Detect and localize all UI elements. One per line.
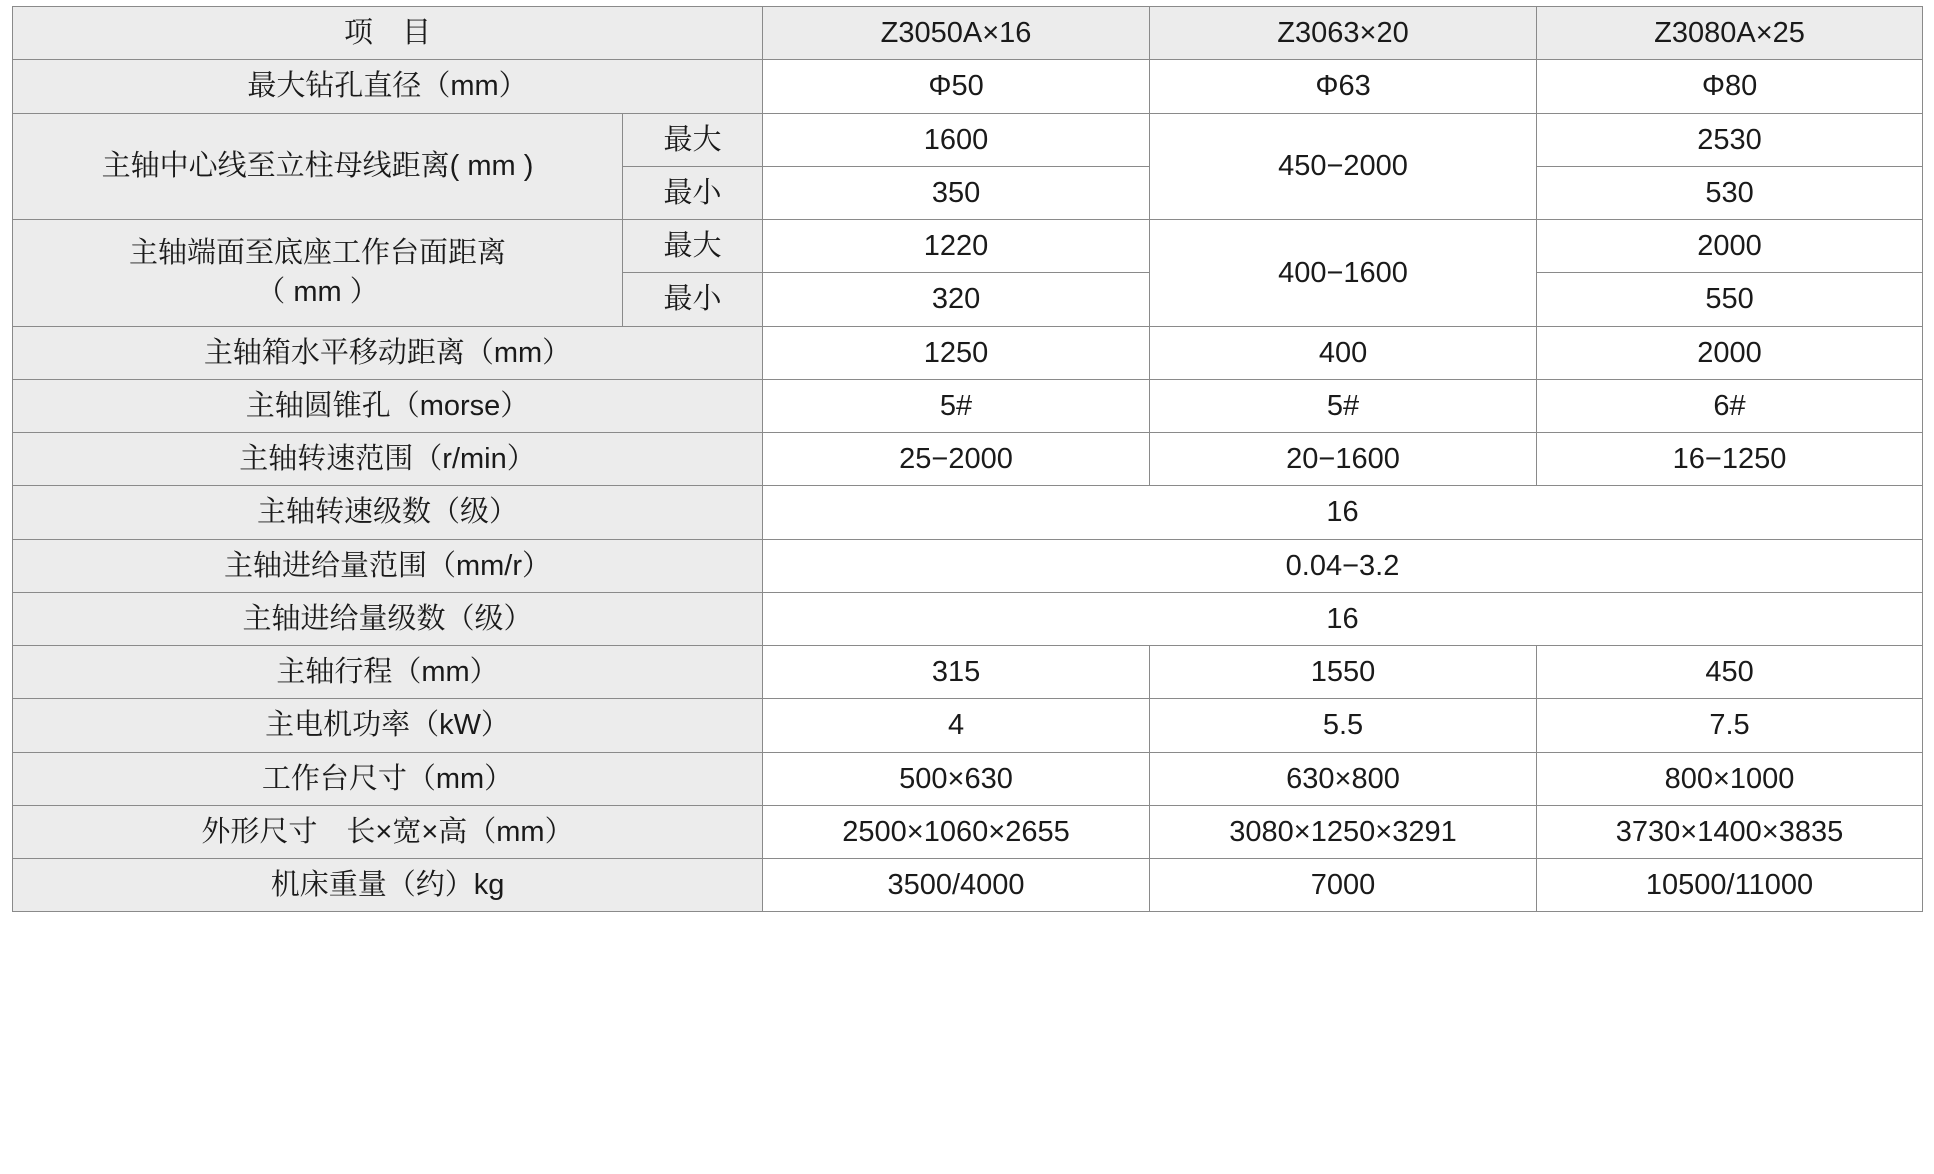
row-value: 1550 xyxy=(1150,646,1537,699)
row-value: 800×1000 xyxy=(1537,752,1923,805)
table-row xyxy=(13,113,1923,166)
table-row xyxy=(13,752,1923,805)
table-row xyxy=(13,220,1923,273)
row-value: 20−1600 xyxy=(1150,433,1537,486)
row-value: 5# xyxy=(1150,379,1537,432)
row-value: 550 xyxy=(1537,273,1923,326)
row-value: 500×630 xyxy=(763,752,1150,805)
row-value: 5# xyxy=(763,379,1150,432)
row-value: 7000 xyxy=(1150,859,1537,912)
row-value: Φ80 xyxy=(1537,60,1923,113)
table-row xyxy=(13,433,1923,486)
header-cell-model-2: Z3063×20 xyxy=(1150,7,1537,60)
row-label: 外形尺寸 长×宽×高（mm） xyxy=(13,805,763,858)
row-sublabel-max: 最大 xyxy=(623,113,763,166)
row-value: 10500/11000 xyxy=(1537,859,1923,912)
row-value-merged: 16 xyxy=(763,486,1923,539)
row-value: 2000 xyxy=(1537,326,1923,379)
row-value: 1600 xyxy=(763,113,1150,166)
row-value: 2500×1060×2655 xyxy=(763,805,1150,858)
row-value: 4 xyxy=(763,699,1150,752)
row-label: 主轴箱水平移动距离（mm） xyxy=(13,326,763,379)
row-value: Φ50 xyxy=(763,60,1150,113)
row-value: 350 xyxy=(763,166,1150,219)
row-value-merged: 0.04−3.2 xyxy=(763,539,1923,592)
row-value: 25−2000 xyxy=(763,433,1150,486)
row-label: 主轴转速范围（r/min） xyxy=(13,433,763,486)
row-value: 3080×1250×3291 xyxy=(1150,805,1537,858)
row-value-merged: 16 xyxy=(763,592,1923,645)
table-row xyxy=(13,326,1923,379)
table-header-row xyxy=(13,7,1923,60)
row-label: 最大钻孔直径（mm） xyxy=(13,60,763,113)
row-value: 6# xyxy=(1537,379,1923,432)
table-row xyxy=(13,699,1923,752)
header-cell-model-3: Z3080A×25 xyxy=(1537,7,1923,60)
row-label: 主电机功率（kW） xyxy=(13,699,763,752)
row-value: 1220 xyxy=(763,220,1150,273)
row-value-merged: 400−1600 xyxy=(1150,220,1537,327)
row-value: 320 xyxy=(763,273,1150,326)
row-value: 530 xyxy=(1537,166,1923,219)
row-value: 450 xyxy=(1537,646,1923,699)
row-value: 1250 xyxy=(763,326,1150,379)
table-row xyxy=(13,379,1923,432)
row-label: 主轴行程（mm） xyxy=(13,646,763,699)
row-value: 5.5 xyxy=(1150,699,1537,752)
row-label: 主轴转速级数（级） xyxy=(13,486,763,539)
row-label: 主轴中心线至立柱母线距离( mm ) xyxy=(13,113,623,220)
row-value: 3730×1400×3835 xyxy=(1537,805,1923,858)
row-label-line-2: （ mm ） xyxy=(256,275,379,308)
table-row xyxy=(13,805,1923,858)
row-label: 机床重量（约）kg xyxy=(13,859,763,912)
row-sublabel-min: 最小 xyxy=(623,166,763,219)
row-value: 2000 xyxy=(1537,220,1923,273)
table-row xyxy=(13,539,1923,592)
table-row xyxy=(13,486,1923,539)
header-cell-item: 项 目 xyxy=(13,7,763,60)
row-label: 工作台尺寸（mm） xyxy=(13,752,763,805)
row-value: Φ63 xyxy=(1150,60,1537,113)
row-label-line-1: 主轴端面至底座工作台面距离 xyxy=(128,236,506,269)
row-value: 7.5 xyxy=(1537,699,1923,752)
table-row xyxy=(13,60,1923,113)
row-value-merged: 450−2000 xyxy=(1150,113,1537,220)
table-row xyxy=(13,646,1923,699)
table-row xyxy=(13,592,1923,645)
row-label: 主轴进给量级数（级） xyxy=(13,592,763,645)
row-value: 16−1250 xyxy=(1537,433,1923,486)
row-value: 315 xyxy=(763,646,1150,699)
row-value: 630×800 xyxy=(1150,752,1537,805)
row-label xyxy=(13,220,623,327)
row-label: 主轴进给量范围（mm/r） xyxy=(13,539,763,592)
row-sublabel-max: 最大 xyxy=(623,220,763,273)
row-label: 主轴圆锥孔（morse） xyxy=(13,379,763,432)
row-value: 400 xyxy=(1150,326,1537,379)
table-row xyxy=(13,859,1923,912)
specification-table xyxy=(12,6,1923,912)
header-cell-model-1: Z3050A×16 xyxy=(763,7,1150,60)
row-sublabel-min: 最小 xyxy=(623,273,763,326)
row-value: 3500/4000 xyxy=(763,859,1150,912)
row-value: 2530 xyxy=(1537,113,1923,166)
